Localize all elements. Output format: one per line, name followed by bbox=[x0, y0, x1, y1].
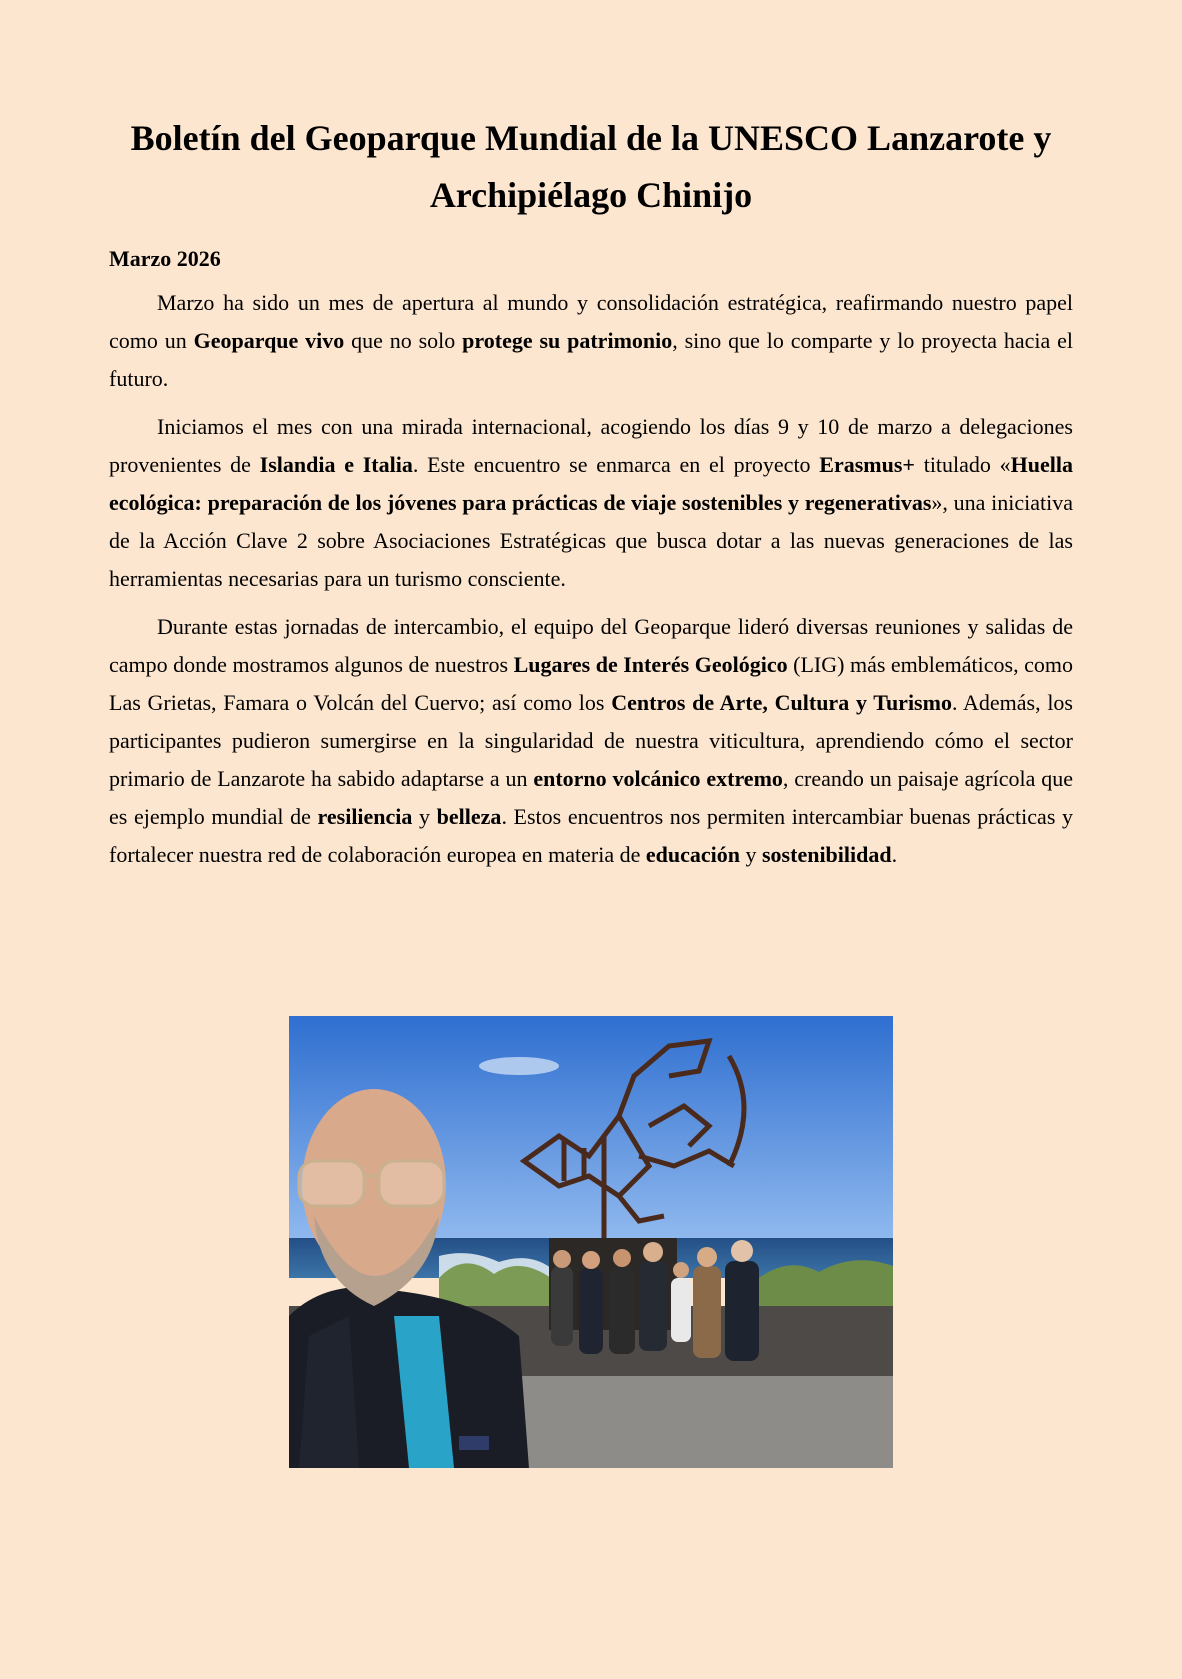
page-title: Boletín del Geoparque Mundial de la UNESCO Lanzarote y Archipiélago Chinijo bbox=[130, 118, 1052, 215]
group-photo bbox=[289, 1016, 893, 1468]
text-segment: , creando un paisaje agrícola que es ejemplo mundial de bbox=[109, 766, 1073, 829]
text-segment-bold: educación bbox=[645, 842, 740, 867]
text-segment-bold: Islandia e Italia bbox=[259, 452, 413, 477]
text-segment: (LIG) más emblemáticos, como Las Grietas, Famara o Volcán del Cuervo; así como los bbox=[109, 652, 1073, 715]
text-segment-bold: Huella ecológica: preparación de los jóvenes para prácticas de viaje sostenibles y regenerativas bbox=[109, 452, 1074, 515]
text-segment-bold: sostenibilidad bbox=[762, 842, 892, 867]
paragraph-2 bbox=[109, 408, 1073, 598]
text-segment-bold: entorno volcánico extremo bbox=[533, 766, 783, 791]
text-segment: . Además, los participantes pudieron sumergirse en la singularidad de nuestra viticultura, aprendiendo cómo el sector primario de Lanzarote ha sabido adaptarse a un bbox=[109, 690, 1073, 791]
issue-date: Marzo 2026 bbox=[109, 246, 221, 271]
text-segment-bold: Geoparque vivo bbox=[193, 328, 345, 353]
text-segment-bold: protege su patrimonio bbox=[462, 328, 673, 353]
text-segment: , sino que lo comparte y lo proyecta hacia el futuro. bbox=[109, 328, 1073, 391]
paragraph-3 bbox=[109, 608, 1073, 874]
text-segment: y bbox=[740, 842, 762, 867]
text-segment: y bbox=[412, 804, 437, 829]
text-segment: que no solo bbox=[344, 328, 463, 353]
text-segment-bold: Centros de Arte, Cultura y Turismo bbox=[611, 690, 952, 715]
group-photo-image bbox=[289, 1016, 893, 1468]
text-segment: Marzo ha sido un mes de apertura al mundo y consolidación estratégica, reafirmando nuestro papel como un bbox=[109, 290, 1073, 353]
text-segment-bold: belleza bbox=[436, 804, 502, 829]
text-segment: », una iniciativa de la Acción Clave 2 sobre Asociaciones Estratégicas que busca dotar a las nuevas generaciones de las herramientas necesarias para un turismo consciente. bbox=[109, 490, 1074, 591]
text-segment-bold: resiliencia bbox=[317, 804, 413, 829]
text-segment-bold: Lugares de Interés Geológico bbox=[513, 652, 788, 677]
newsletter-page bbox=[109, 110, 1073, 874]
text-segment: . Este encuentro se enmarca en el proyecto bbox=[412, 452, 820, 477]
cloud bbox=[479, 1057, 559, 1075]
text-segment: . bbox=[891, 842, 898, 867]
text-segment: Durante estas jornadas de intercambio, el equipo del Geoparque lideró diversas reuniones y salidas de campo donde mostramos algunos de nuestros bbox=[109, 614, 1073, 677]
text-segment: titulado « bbox=[914, 452, 1011, 477]
text-segment: Iniciamos el mes con una mirada internacional, acogiendo los días 9 y 10 de marzo a delegaciones provenientes de bbox=[109, 414, 1073, 477]
text-segment: . Estos encuentros nos permiten intercambiar buenas prácticas y fortalecer nuestra red de colaboración europea en materia de bbox=[109, 804, 1073, 867]
paragraph-1 bbox=[109, 284, 1073, 398]
text-segment-bold: Erasmus+ bbox=[819, 452, 915, 477]
